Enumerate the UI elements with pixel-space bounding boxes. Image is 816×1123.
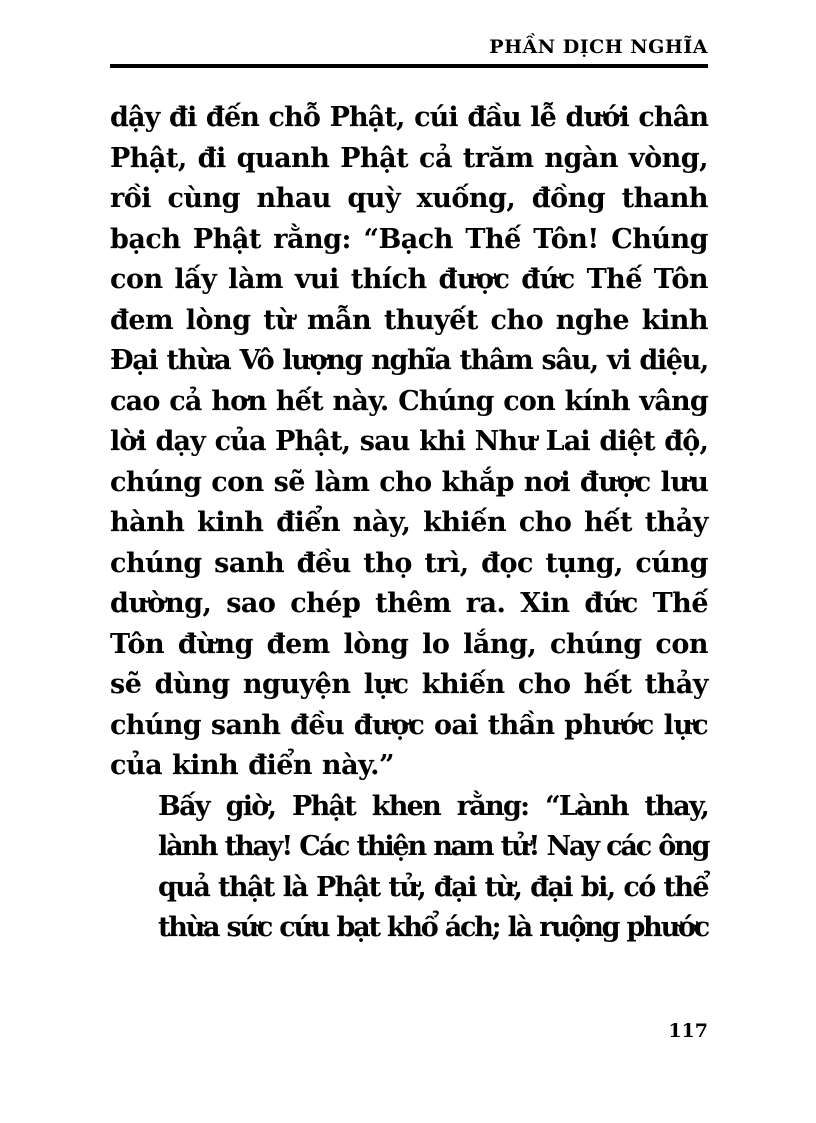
text-line: Bấy giờ, Phật khen rằng: “Lành thay,: [158, 790, 708, 822]
text-line: chúng sanh đều được oai thần phước lực: [110, 709, 708, 741]
paragraph-1: [110, 98, 708, 787]
paragraph-2: [110, 787, 708, 949]
text-line: Phật, đi quanh Phật cả trăm ngàn vòng,: [110, 142, 708, 174]
text-line: lời dạy của Phật, sau khi Như Lai diệt độ,: [110, 426, 708, 457]
text-line: Đại thừa Vô lượng nghĩa thâm sâu, vi diệu,: [110, 345, 708, 376]
text-line: rồi cùng nhau quỳ xuống, đồng thanh: [110, 183, 708, 214]
text-line: chúng sanh đều thọ trì, đọc tụng, cúng: [110, 547, 708, 579]
text-line: lành thay! Các thiện nam tử! Nay các ông: [158, 831, 709, 862]
text-line: thừa sức cứu bạt khổ ách; là ruộng phước: [158, 912, 708, 943]
text-line: hành kinh điển này, khiến cho hết thảy: [110, 507, 708, 538]
header-rule: [110, 64, 708, 68]
body-text: [110, 98, 708, 949]
text-line: quả thật là Phật tử, đại từ, đại bi, có thể: [158, 871, 708, 903]
text-line: dậy đi đến chỗ Phật, cúi đầu lễ dưới chân: [110, 102, 709, 133]
text-line: bạch Phật rằng: “Bạch Thế Tôn! Chúng: [110, 223, 708, 255]
text-line: con lấy làm vui thích được đức Thế Tôn: [110, 264, 708, 295]
page-number: 117: [668, 1020, 708, 1042]
text-line: Tôn đừng đem lòng lo lắng, chúng con: [110, 628, 708, 660]
text-line: cao cả hơn hết này. Chúng con kính vâng: [110, 385, 708, 417]
text-line: sẽ dùng nguyện lực khiến cho hết thảy: [110, 669, 708, 700]
text-line: dường, sao chép thêm ra. Xin đức Thế: [110, 588, 708, 619]
text-line: đem lòng từ mẫn thuyết cho nghe kinh: [110, 304, 708, 336]
running-header: PHẦN DỊCH NGHĨA: [489, 36, 708, 58]
text-line: chúng con sẽ làm cho khắp nơi được lưu: [110, 466, 709, 498]
text-line: của kinh điển này.”: [110, 750, 395, 781]
